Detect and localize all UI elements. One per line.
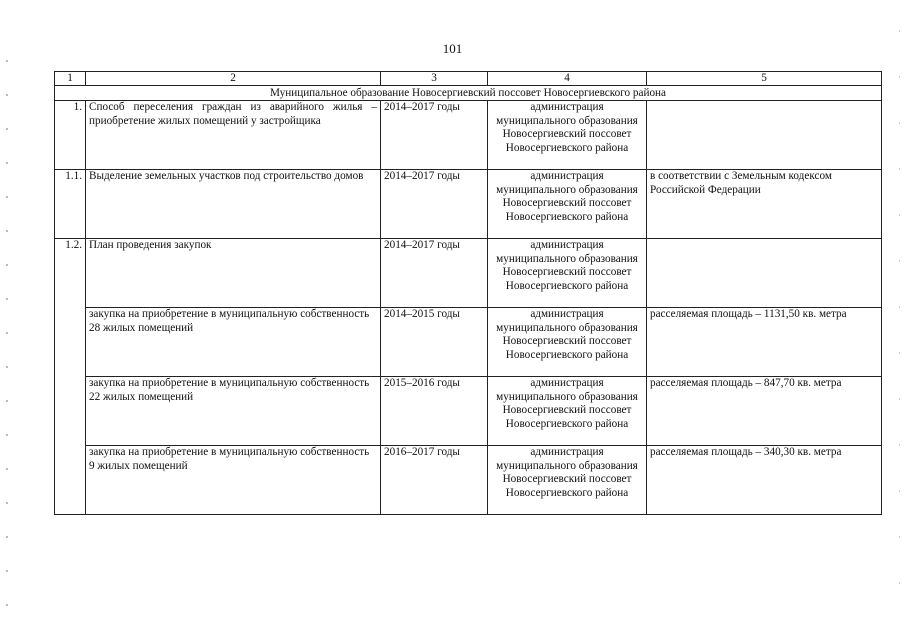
measure-cell: закупка на приобретение в муниципальную собственность 22 жилых помещений (86, 377, 381, 446)
period-cell: 2015–2016 годы (381, 377, 488, 446)
period-cell: 2014–2017 годы (381, 101, 488, 170)
executor-cell: администрация муниципального образования Новосергиевский поссовет Новосергиевского района (488, 101, 647, 170)
measure-cell: закупка на приобретение в муниципальную собственность 28 жилых помещений (86, 308, 381, 377)
note-cell (647, 101, 882, 170)
period-cell: 2016–2017 годы (381, 446, 488, 515)
note-cell (647, 239, 882, 308)
page-number: 101 (442, 41, 463, 56)
table-row (55, 101, 882, 170)
column-number: 1 (55, 72, 86, 86)
measures-table (54, 71, 882, 515)
section-title: Муниципальное образование Новосергиевский поссовет Новосергиевского района (55, 86, 882, 101)
row-number: 1.2. (55, 239, 86, 515)
table-row (55, 170, 882, 239)
column-number: 5 (647, 72, 882, 86)
column-number: 4 (488, 72, 647, 86)
column-number: 2 (86, 72, 381, 86)
executor-cell: администрация муниципального образования Новосергиевский поссовет Новосергиевского района (488, 446, 647, 515)
note-cell: расселяемая площадь – 847,70 кв. метра (647, 377, 882, 446)
measure-cell: План проведения закупок (86, 239, 381, 308)
table-row (55, 446, 882, 515)
executor-cell: администрация муниципального образования Новосергиевский поссовет Новосергиевского района (488, 377, 647, 446)
executor-cell: администрация муниципального образования Новосергиевский поссовет Новосергиевского района (488, 239, 647, 308)
column-number-row (55, 72, 882, 86)
period-cell: 2014–2017 годы (381, 170, 488, 239)
measure-cell: Способ переселения граждан из аварийного жилья – приобретение жилых помещений у застройщика (86, 101, 381, 170)
measure-cell: закупка на приобретение в муниципальную собственность 9 жилых помещений (86, 446, 381, 515)
executor-cell: администрация муниципального образования Новосергиевский поссовет Новосергиевского района (488, 308, 647, 377)
scan-margin-artifact (6, 60, 8, 620)
column-number: 3 (381, 72, 488, 86)
row-number: 1. (55, 101, 86, 170)
section-title-row (55, 86, 882, 101)
period-cell: 2014–2015 годы (381, 308, 488, 377)
table-row (55, 239, 882, 308)
measure-cell: Выделение земельных участков под строительство домов (86, 170, 381, 239)
note-cell: расселяемая площадь – 340,30 кв. метра (647, 446, 882, 515)
table-row (55, 377, 882, 446)
executor-cell: администрация муниципального образования Новосергиевский поссовет Новосергиевского района (488, 170, 647, 239)
note-cell: в соответствии с Земельным кодексом Российской Федерации (647, 170, 882, 239)
note-cell: расселяемая площадь – 1131,50 кв. метра (647, 308, 882, 377)
table-row (55, 308, 882, 377)
row-number: 1.1. (55, 170, 86, 239)
period-cell: 2014–2017 годы (381, 239, 488, 308)
scan-margin-artifact-right (899, 30, 900, 610)
